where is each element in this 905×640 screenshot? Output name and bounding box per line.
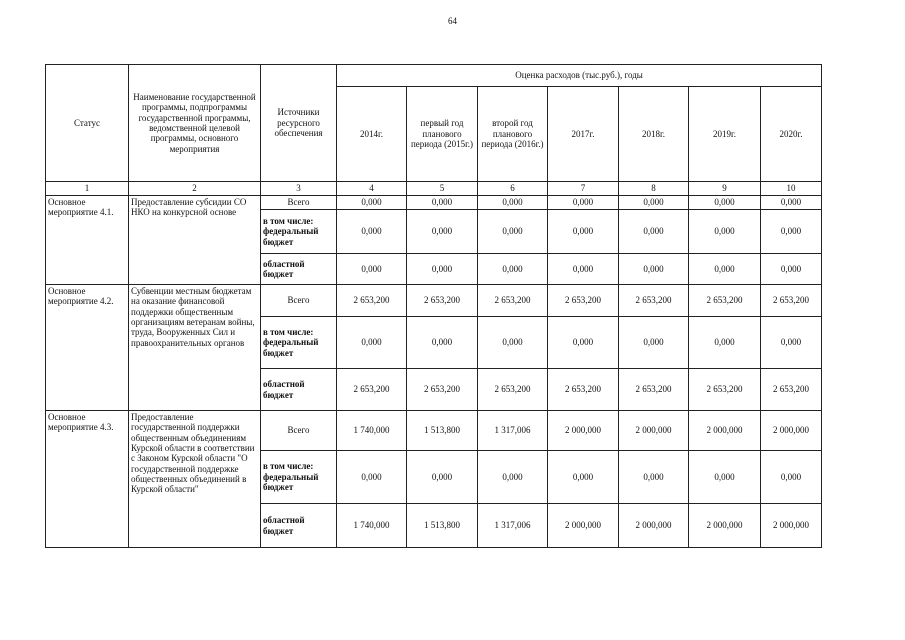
- value-cell: 0,000: [619, 451, 689, 504]
- value-cell: 0,000: [689, 210, 761, 254]
- value-cell: 2 653,200: [407, 369, 478, 411]
- value-cell: 2 000,000: [761, 411, 822, 451]
- value-cell: 1 317,006: [478, 504, 548, 548]
- value-cell: 0,000: [478, 254, 548, 285]
- header-year: 2014г.: [337, 87, 407, 182]
- value-cell: 0,000: [407, 317, 478, 369]
- value-cell: 0,000: [619, 196, 689, 210]
- value-cell: 0,000: [619, 210, 689, 254]
- value-cell: 2 000,000: [619, 504, 689, 548]
- column-index-row: [46, 182, 822, 196]
- header-year: 2020г.: [761, 87, 822, 182]
- value-cell: 0,000: [761, 317, 822, 369]
- value-cell: 1 513,800: [407, 411, 478, 451]
- value-cell: 0,000: [478, 196, 548, 210]
- column-index: 9: [689, 182, 761, 196]
- column-index: 5: [407, 182, 478, 196]
- value-cell: 0,000: [548, 196, 619, 210]
- value-cell: 2 653,200: [478, 369, 548, 411]
- column-index: 2: [129, 182, 261, 196]
- value-cell: 2 653,200: [619, 285, 689, 317]
- value-cell: 0,000: [337, 196, 407, 210]
- value-cell: 2 000,000: [619, 411, 689, 451]
- source-cell: Всего: [261, 411, 337, 451]
- value-cell: 2 000,000: [548, 504, 619, 548]
- value-cell: 1 317,006: [478, 411, 548, 451]
- header-row-1: [46, 65, 822, 87]
- value-cell: 1 740,000: [337, 411, 407, 451]
- value-cell: 1 513,800: [407, 504, 478, 548]
- header-estimate: Оценка расходов (тыс.руб.), годы: [337, 65, 822, 87]
- source-cell: областной бюджет: [261, 504, 337, 548]
- header-status: Статус: [46, 65, 129, 182]
- source-cell: областной бюджет: [261, 369, 337, 411]
- value-cell: 0,000: [619, 317, 689, 369]
- column-index: 10: [761, 182, 822, 196]
- value-cell: 2 653,200: [548, 369, 619, 411]
- column-index: 3: [261, 182, 337, 196]
- source-cell: в том числе: федеральный бюджет: [261, 317, 337, 369]
- value-cell: 2 653,200: [689, 285, 761, 317]
- value-cell: 0,000: [548, 317, 619, 369]
- value-cell: 0,000: [689, 451, 761, 504]
- name-cell: Субвенции местным бюджетам на оказание финансовой поддержки общественным организациям ветеранам войны, труда, Вооруженных Сил и правоохранительных органов: [129, 285, 261, 411]
- value-cell: 0,000: [761, 254, 822, 285]
- header-year: 2017г.: [548, 87, 619, 182]
- value-cell: 2 653,200: [407, 285, 478, 317]
- value-cell: 0,000: [689, 317, 761, 369]
- header-year: 2019г.: [689, 87, 761, 182]
- table-row: [46, 411, 822, 451]
- status-cell: Основное мероприятие 4.1.: [46, 196, 129, 285]
- value-cell: 2 000,000: [689, 411, 761, 451]
- value-cell: 0,000: [337, 317, 407, 369]
- table-row: [46, 196, 822, 210]
- value-cell: 2 653,200: [619, 369, 689, 411]
- value-cell: 0,000: [761, 196, 822, 210]
- value-cell: 2 000,000: [761, 504, 822, 548]
- column-index: 7: [548, 182, 619, 196]
- header-year: первый год планового периода (2015г.): [407, 87, 478, 182]
- value-cell: 2 653,200: [548, 285, 619, 317]
- status-cell: Основное мероприятие 4.2.: [46, 285, 129, 411]
- value-cell: 2 000,000: [689, 504, 761, 548]
- value-cell: 0,000: [761, 451, 822, 504]
- value-cell: 0,000: [337, 254, 407, 285]
- source-cell: в том числе: федеральный бюджет: [261, 210, 337, 254]
- table-row: [46, 285, 822, 317]
- value-cell: 0,000: [407, 254, 478, 285]
- value-cell: 2 653,200: [761, 285, 822, 317]
- value-cell: 0,000: [337, 451, 407, 504]
- value-cell: 0,000: [478, 317, 548, 369]
- value-cell: 0,000: [548, 451, 619, 504]
- header-name: Наименование государственной программы, подпрограммы государственной программы, ведомственной целевой программы, основного мероприятия: [129, 65, 261, 182]
- column-index: 1: [46, 182, 129, 196]
- value-cell: 0,000: [478, 210, 548, 254]
- source-cell: областной бюджет: [261, 254, 337, 285]
- value-cell: 2 000,000: [548, 411, 619, 451]
- name-cell: Предоставление государственной поддержки общественным объединениям Курской области в соответствии с Законом Курской области "О государственной поддержке общественных объединений в Курской области": [129, 411, 261, 548]
- value-cell: 0,000: [478, 451, 548, 504]
- value-cell: 0,000: [548, 254, 619, 285]
- value-cell: 0,000: [689, 254, 761, 285]
- value-cell: 2 653,200: [761, 369, 822, 411]
- page-number: 64: [448, 16, 457, 26]
- value-cell: 0,000: [407, 210, 478, 254]
- header-year: второй год планового периода (2016г.): [478, 87, 548, 182]
- value-cell: 2 653,200: [689, 369, 761, 411]
- status-cell: Основное мероприятие 4.3.: [46, 411, 129, 548]
- column-index: 6: [478, 182, 548, 196]
- value-cell: 0,000: [407, 196, 478, 210]
- header-sources: Источники ресурсного обеспечения: [261, 65, 337, 182]
- value-cell: 1 740,000: [337, 504, 407, 548]
- value-cell: 2 653,200: [478, 285, 548, 317]
- value-cell: 0,000: [337, 210, 407, 254]
- value-cell: 0,000: [619, 254, 689, 285]
- name-cell: Предоставление субсидии СО НКО на конкурсной основе: [129, 196, 261, 285]
- column-index: 8: [619, 182, 689, 196]
- column-index: 4: [337, 182, 407, 196]
- source-cell: в том числе: федеральный бюджет: [261, 451, 337, 504]
- value-cell: 0,000: [761, 210, 822, 254]
- header-year: 2018г.: [619, 87, 689, 182]
- value-cell: 0,000: [689, 196, 761, 210]
- source-cell: Всего: [261, 196, 337, 210]
- value-cell: 2 653,200: [337, 369, 407, 411]
- value-cell: 0,000: [407, 451, 478, 504]
- expenditure-table: [45, 64, 822, 548]
- source-cell: Всего: [261, 285, 337, 317]
- value-cell: 2 653,200: [337, 285, 407, 317]
- value-cell: 0,000: [548, 210, 619, 254]
